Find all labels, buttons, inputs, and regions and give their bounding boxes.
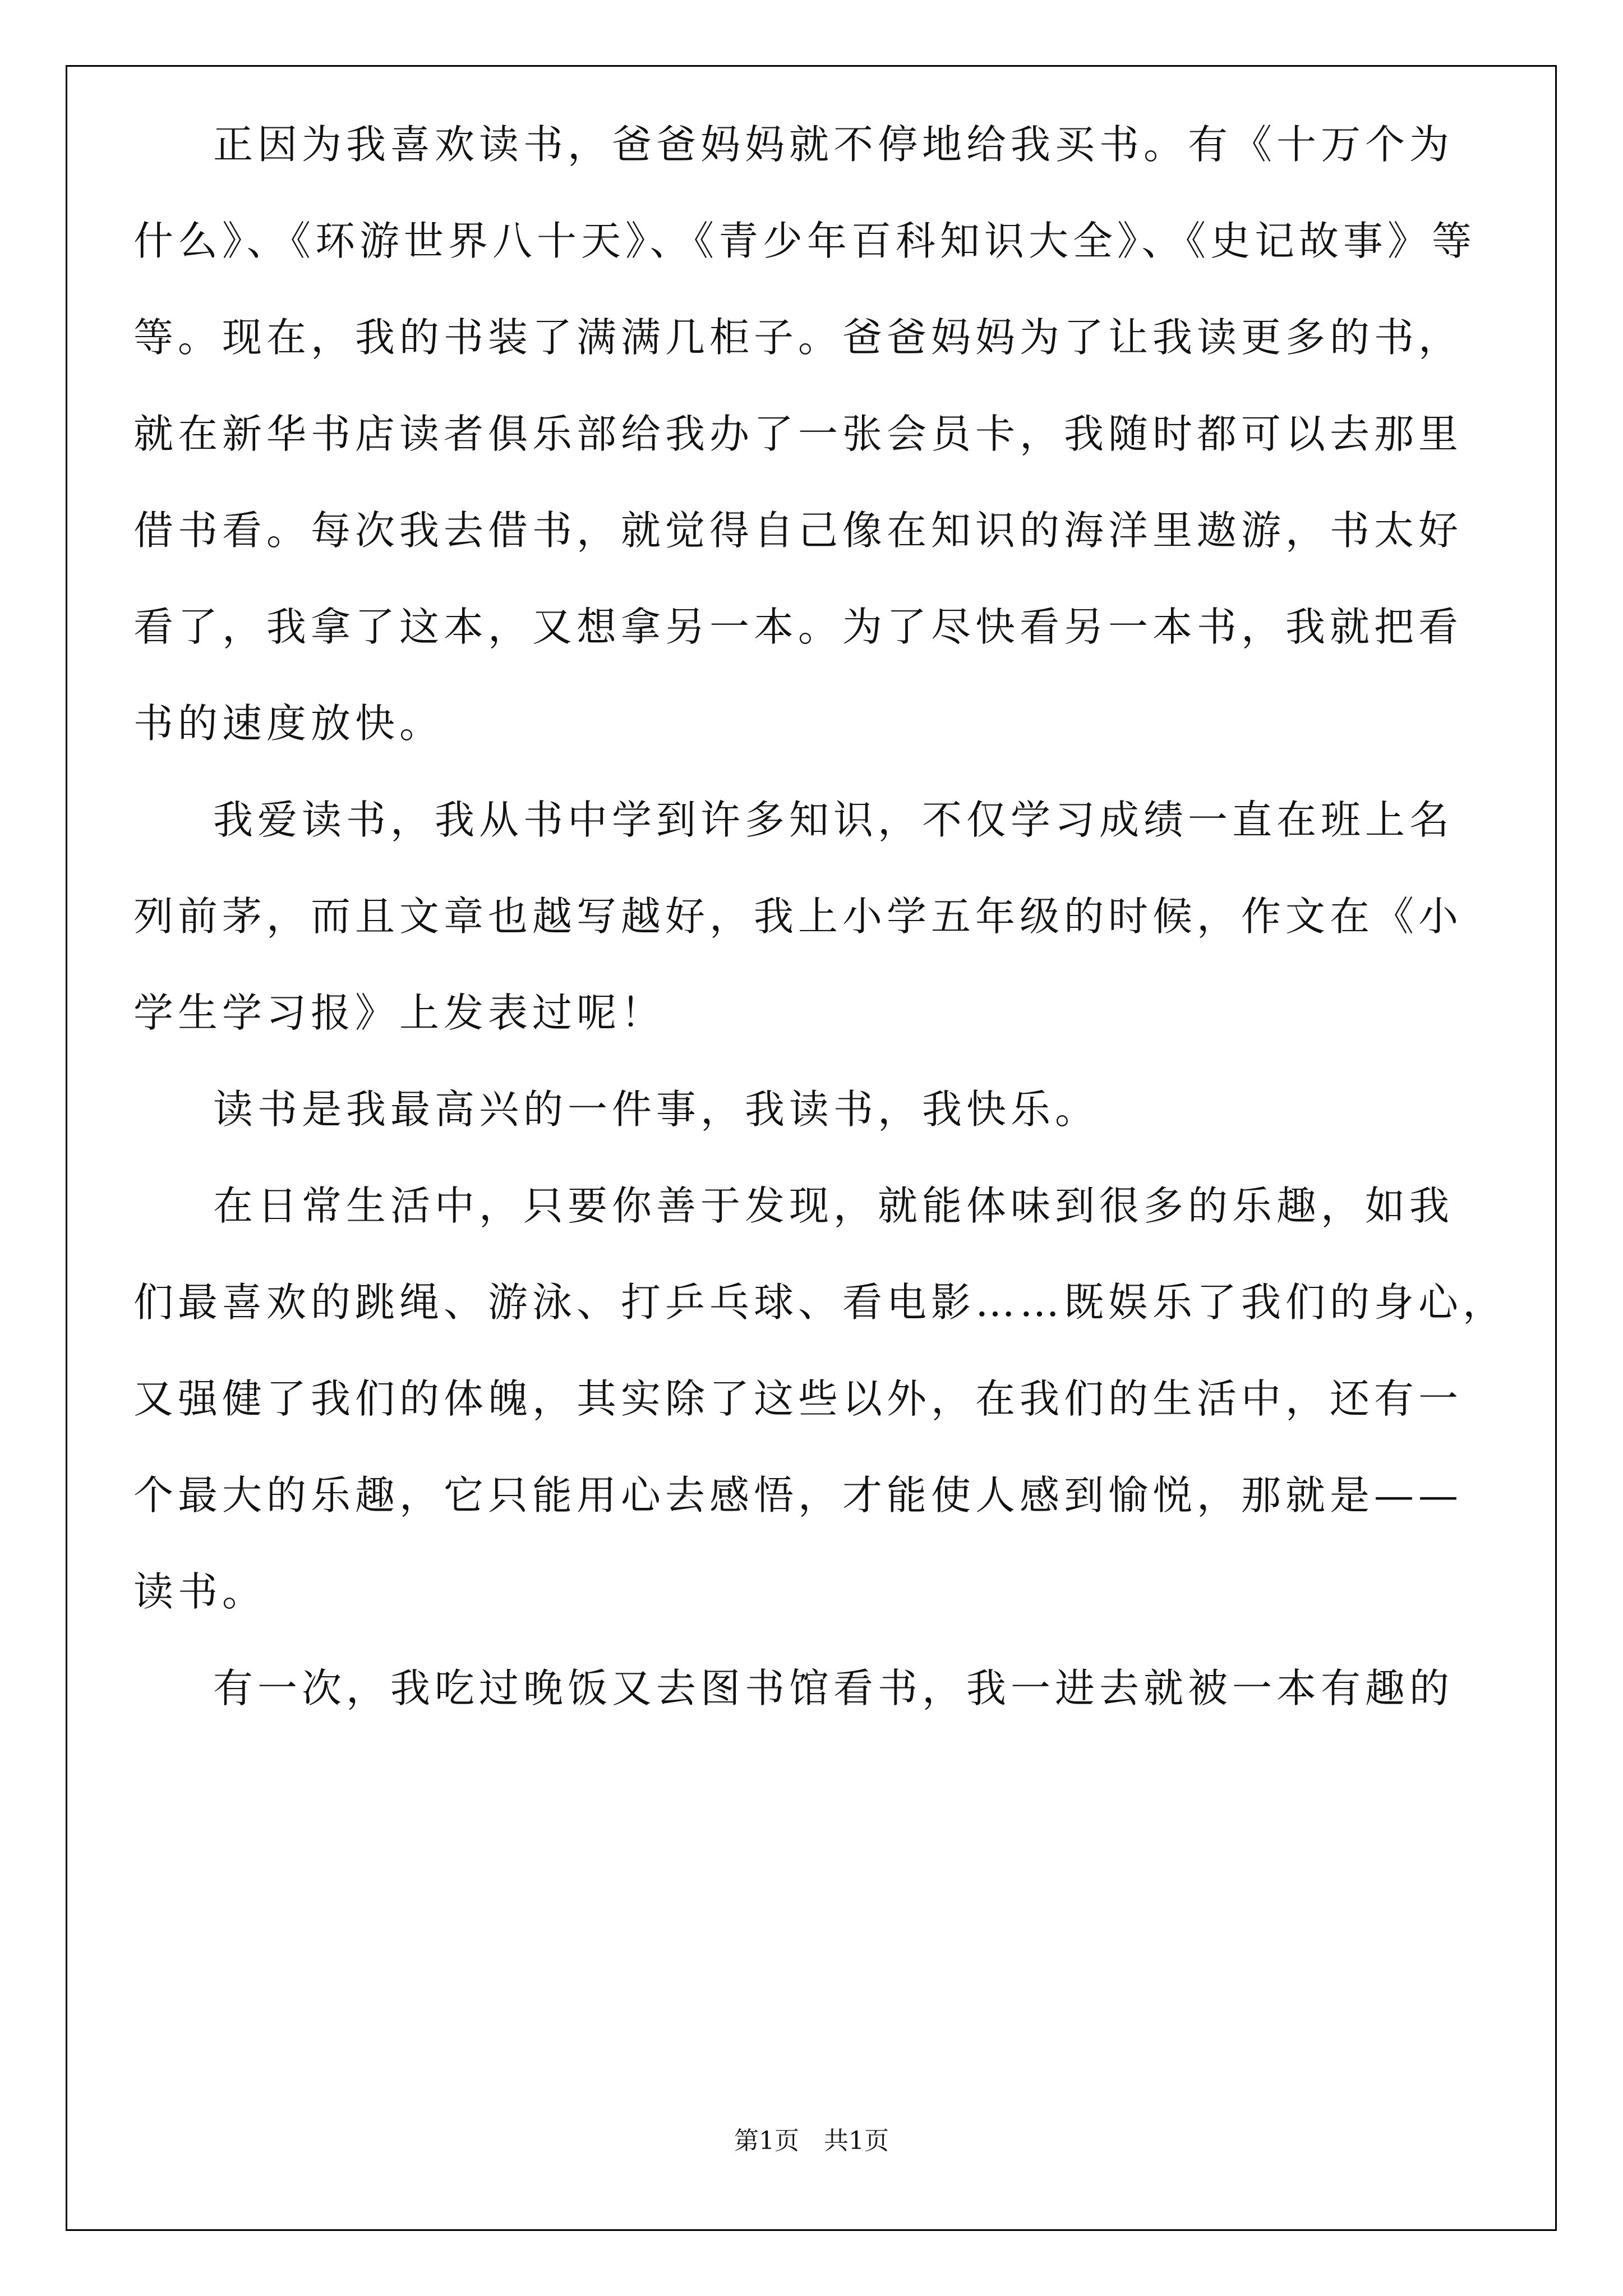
paragraph-line: 等。现在，我的书装了满满几柜子。爸爸妈妈为了让我读更多的书， bbox=[133, 314, 1463, 361]
paragraph-line: 读书。 bbox=[133, 1568, 267, 1615]
paragraph-line: 在日常生活中，只要你善于发现，就能体味到很多的乐趣，如我 bbox=[213, 1182, 1454, 1229]
paragraph-line: 书的速度放快。 bbox=[133, 700, 444, 747]
paragraph-line: 又强健了我们的体魄，其实除了这些以外，在我们的生活中，还有一 bbox=[133, 1375, 1463, 1422]
paragraph-line: 看了，我拿了这本，又想拿另一本。为了尽快看另一本书，我就把看 bbox=[133, 604, 1463, 650]
paragraph-line: 正因为我喜欢读书，爸爸妈妈就不停地给我买书。有《十万个为 bbox=[213, 121, 1454, 168]
paragraph-line: 就在新华书店读者俱乐部给我办了一张会员卡，我随时都可以去那里 bbox=[133, 411, 1463, 457]
paragraph-line: 读书是我最高兴的一件事，我读书，我快乐。 bbox=[213, 1086, 1100, 1133]
paragraph-line: 学生学习报》上发表过呢！ bbox=[133, 990, 666, 1036]
paragraph-line: 们最喜欢的跳绳、游泳、打乒乓球、看电影……既娱乐了我们的身心， bbox=[133, 1279, 1507, 1326]
paragraph-line: 借书看。每次我去借书，就觉得自己像在知识的海洋里遨游，书太好 bbox=[133, 507, 1463, 554]
paragraph-line: 什么》、《环游世界八十天》、《青少年百科知识大全》、《史记故事》等 bbox=[133, 218, 1477, 264]
paragraph-line: 有一次，我吃过晚饭又去图书馆看书，我一进去就被一本有趣的 bbox=[213, 1665, 1454, 1711]
page-number: 第1页 共1页 bbox=[734, 2127, 889, 2155]
paragraph-line: 个最大的乐趣，它只能用心去感悟，才能使人感到愉悦，那就是—— bbox=[133, 1472, 1463, 1519]
paragraph-line: 我爱读书，我从书中学到许多知识，不仅学习成绩一直在班上名 bbox=[213, 797, 1454, 843]
paragraph-line: 列前茅，而且文章也越写越好，我上小学五年级的时候，作文在《小 bbox=[133, 893, 1463, 940]
